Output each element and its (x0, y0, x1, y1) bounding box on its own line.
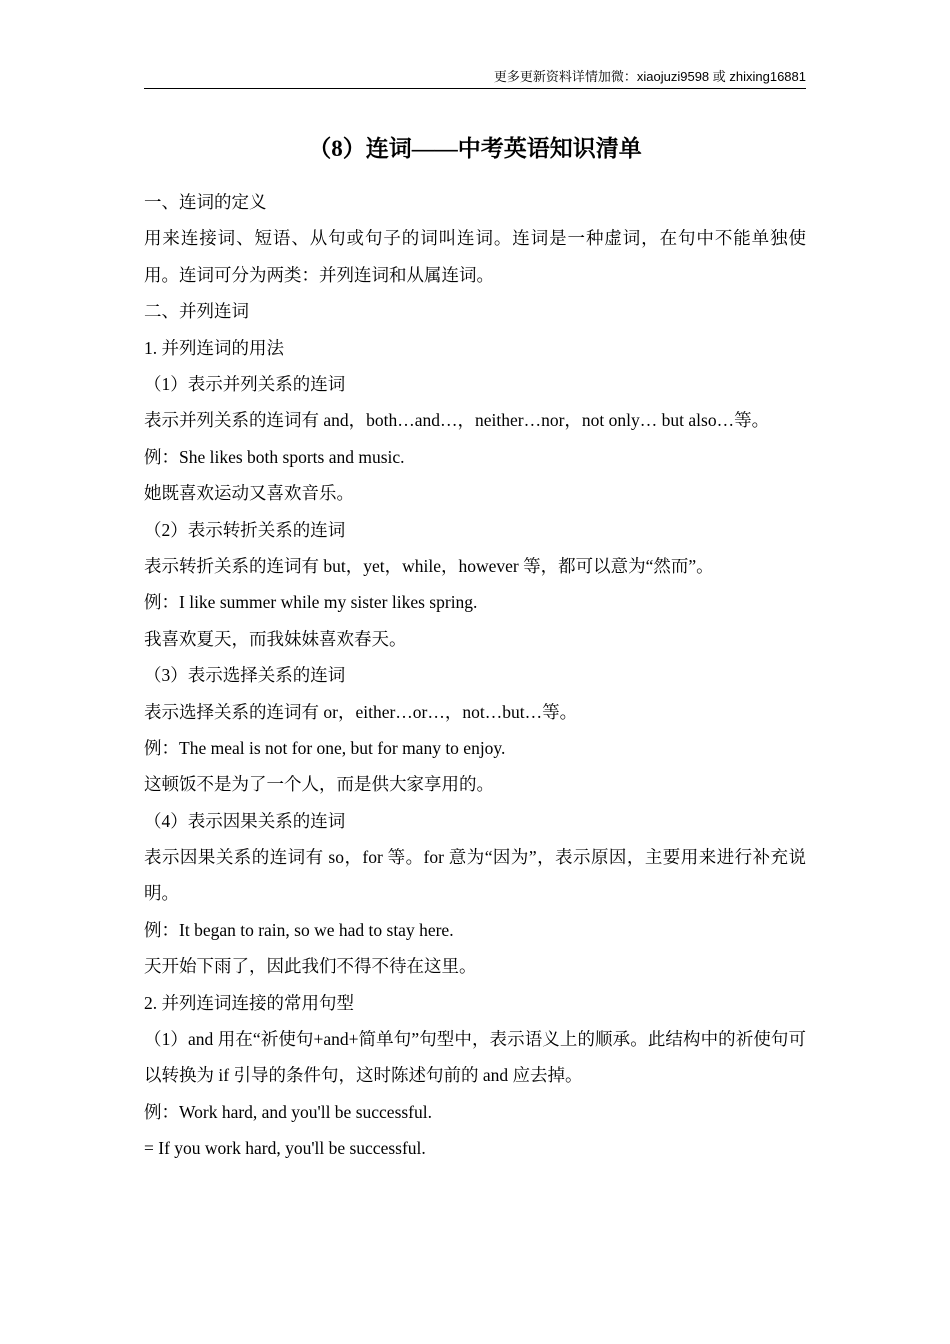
example-translation: 这顿饭不是为了一个人，而是供大家享用的。 (144, 774, 494, 795)
paragraph: 表示转折关系的连词有 but，yet，while，however 等，都可以意为“然而”。 (144, 555, 714, 576)
example-translation: 她既喜欢运动又喜欢音乐。 (144, 483, 354, 504)
example-sentence: 例：Work hard, and you'll be successful. (144, 1101, 432, 1122)
example-translation: 我喜欢夏天，而我妹妹喜欢春天。 (144, 628, 407, 649)
subsection-heading: 2. 并列连词连接的常用句型 (144, 992, 354, 1013)
example-sentence: 例：It began to rain, so we had to stay here. (144, 919, 454, 940)
subsection-heading: 1. 并列连词的用法 (144, 337, 284, 358)
item-heading: （2）表示转折关系的连词 (144, 519, 346, 540)
document-body (144, 184, 806, 1167)
section-heading: 二、并列连词 (144, 301, 249, 322)
example-sentence: 例：The meal is not for one, but for many to enjoy. (144, 737, 506, 758)
section-heading: 一、连词的定义 (144, 192, 267, 212)
document-title: （8）连词——中考英语知识清单 (308, 136, 642, 161)
header-note: 更多更新资料详情加微：xiaojuzi9598 或 zhixing16881 (493, 69, 806, 84)
example-translation: 天开始下雨了，因此我们不得不待在这里。 (144, 956, 477, 977)
paragraph: 用来连接词、短语、从句或句子的词叫连词。连词是一种虚词，在句中不能单独使用。连词可分为两类：并列连词和从属连词。 (144, 228, 806, 285)
item-heading: （1）表示并列关系的连词 (144, 373, 346, 394)
paragraph: 表示选择关系的连词有 or，either…or…，not…but…等。 (144, 701, 578, 722)
item-heading: （4）表示因果关系的连词 (144, 810, 346, 831)
page-header (144, 66, 806, 89)
example-sentence: 例：I like summer while my sister likes spring. (144, 592, 478, 613)
paragraph: 表示并列关系的连词有 and，both…and…，neither…nor，not only… but also…等。 (144, 410, 770, 431)
example-equivalent: = If you work hard, you'll be successful. (144, 1138, 426, 1159)
paragraph: 表示因果关系的连词有 so，for 等。for 意为“因为”，表示原因，主要用来进行补充说明。 (144, 847, 806, 904)
item-heading: （3）表示选择关系的连词 (144, 665, 346, 686)
paragraph: （1）and 用在“祈使句+and+简单句”句型中，表示语义上的顺承。此结构中的祈使句可以转换为 if 引导的条件句，这时陈述句前的 and 应去掉。 (144, 1029, 806, 1086)
example-sentence: 例：She likes both sports and music. (144, 446, 405, 467)
